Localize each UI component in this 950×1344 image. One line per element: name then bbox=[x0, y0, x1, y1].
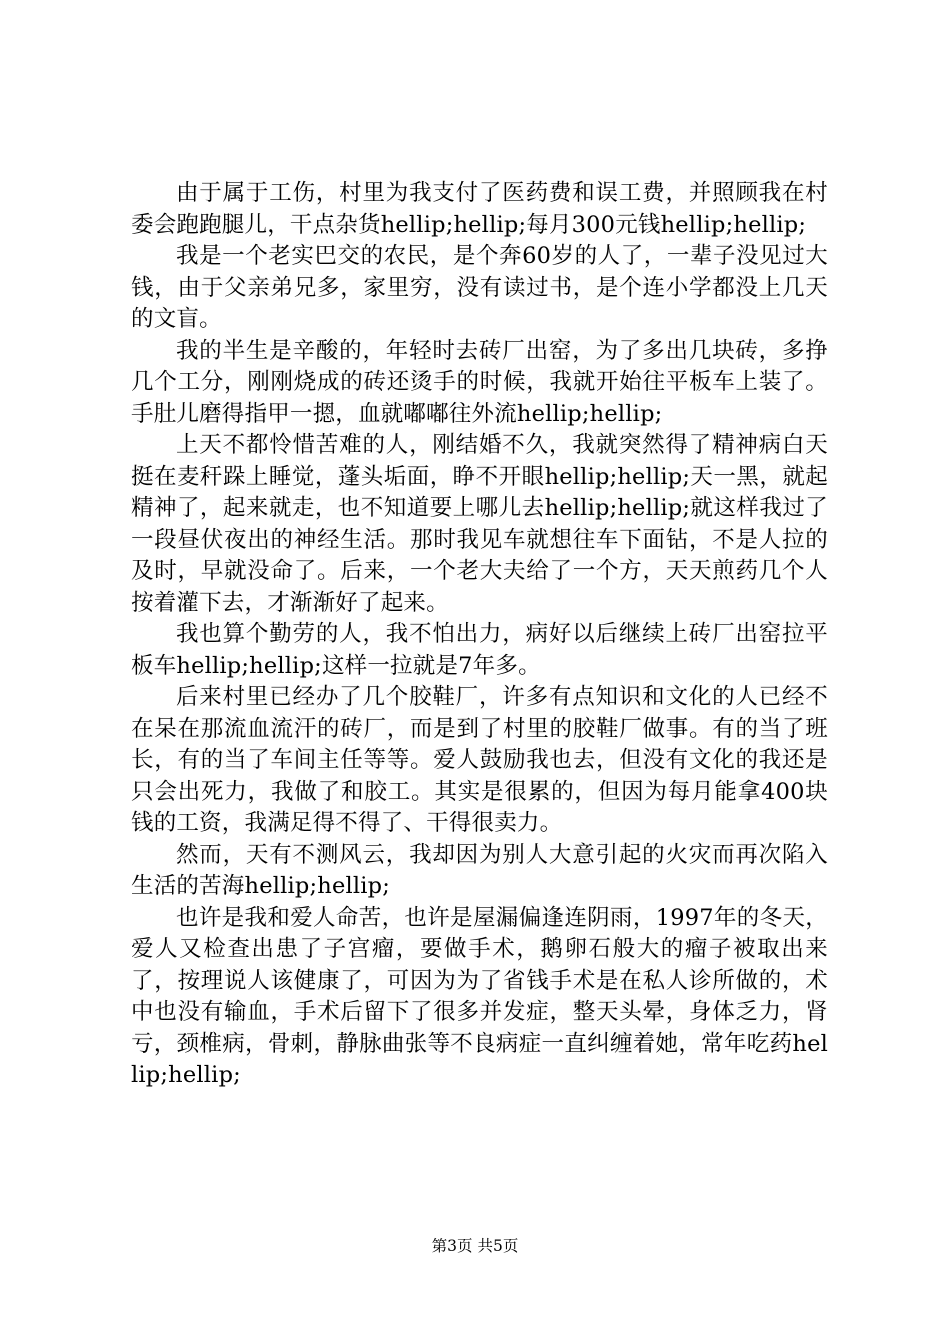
page-footer bbox=[0, 1236, 950, 1256]
paragraph-5: 我也算个勤劳的人，我不怕出力，病好以后继续上砖厂出窑拉平板车hellip;hellip;这样一拉就是7年多。 bbox=[131, 621, 828, 679]
document-body bbox=[131, 178, 828, 1092]
page-number: 第3页 共5页 bbox=[431, 1237, 519, 1255]
paragraph-6: 后来村里已经办了几个胶鞋厂，许多有点知识和文化的人已经不在呆在那流血流汗的砖厂，而是到了村里的胶鞋厂做事。有的当了班长，有的当了车间主任等等。爱人鼓励我也去，但没有文化的我还是只会出死力，我做了和胶工。其实是很累的，但因为每月能拿400块钱的工资，我满足得不得了、干得很卖力。 bbox=[131, 684, 828, 836]
paragraph-2: 我是一个老实巴交的农民，是个奔60岁的人了，一辈子没见过大钱，由于父亲弟兄多，家里穷，没有读过书，是个连小学都没上几天的文盲。 bbox=[131, 243, 828, 332]
paragraph-8: 也许是我和爱人命苦，也许是屋漏偏逢连阴雨，1997年的冬天，爱人又检查出患了子宫瘤，要做手术，鹅卵石般大的瘤子被取出来了，按理说人该健康了，可因为为了省钱手术是在私人诊所做的，术中也没有输血，手术后留下了很多并发症，整天头晕，身体乏力，肾亏，颈椎病，骨刺，静脉曲张等不良病症一直纠缠着她，常年吃药hellip;hellip; bbox=[131, 904, 828, 1088]
paragraph-1: 由于属于工伤，村里为我支付了医药费和误工费，并照顾我在村委会跑跑腿儿，干点杂货hellip;hellip;每月300元钱hellip;hellip; bbox=[131, 180, 828, 238]
paragraph-3: 我的半生是辛酸的，年轻时去砖厂出窑，为了多出几块砖，多挣几个工分，刚刚烧成的砖还烫手的时候，我就开始往平板车上装了。手肚儿磨得指甲一摁，血就嘟嘟往外流hellip;hellip; bbox=[131, 337, 828, 427]
paragraph-7: 然而，天有不测风云，我却因为别人大意引起的火灾而再次陷入生活的苦海hellip;hellip; bbox=[131, 841, 828, 899]
paragraph-4: 上天不都怜惜苦难的人，刚结婚不久，我就突然得了精神病白天挺在麦秆跺上睡觉，蓬头垢面，睁不开眼hellip;hellip;天一黑，就起精神了，起来就走，也不知道要上哪儿去hellip;hellip;就这样我过了一段昼伏夜出的神经生活。那时我见车就想往车下面钻，不是人拉的及时，早就没命了。后来，一个老大夫给了一个方，天天煎药几个人按着灌下去，才渐渐好了起来。 bbox=[131, 432, 828, 616]
